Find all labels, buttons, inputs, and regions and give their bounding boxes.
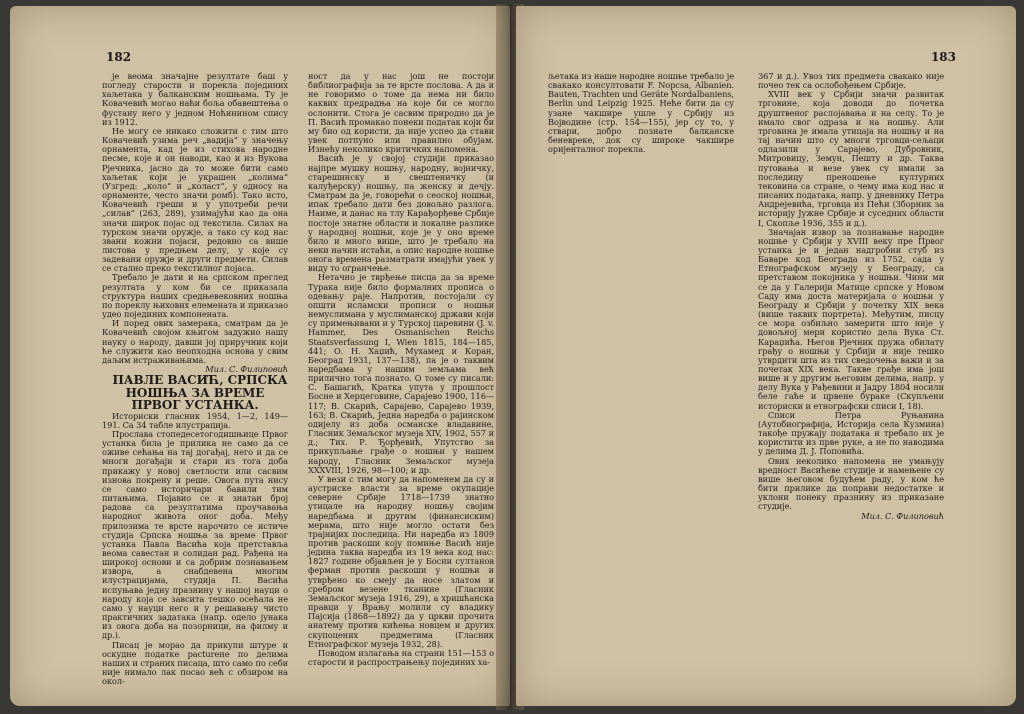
paragraph: Поводом излагања на страни 151—153 о старости и распрострањењу појединих ха- [308,647,494,667]
signature: Мил. С. Филиповић [861,510,944,521]
left-page [10,6,510,706]
article-title: ПАВЛЕ ВАСИЋ, СРПСКА НОШЊА ЗА ВРЕМЕ ПРВОГ УСТАНКА. [112,373,288,413]
right-column-1 [548,72,734,154]
page-number: 183 [930,50,956,64]
paragraph: Не могу се никако сложити с тим што Ковачевић узима реч „вадија“ у значењу орнамента, кад је из стихова народне песме, које и он наводи, као и из Вукова Рјечника, јасно да то може бити само хаљетак који је украшен „колима“ (Узгред: „коло“ и „коласт“, у односу на орнаменте, често значи ромб). Тако исто, Ковачевић греши и у употреби речи „силав“ (263, 289), узимајући као да она значи широк појас од текстила. Силах на турском значи оружје, а тако су код нас звани кожни појаси, редовно са више листова у предњем делу, у које су задевани оружје и други предмети. Силав се стално преко текстилног појаса. [102,125,288,274]
page-number: 182 [106,50,132,64]
paragraph: ност да у нас још не постоји библиографија за те врсте послова. А да и не говоримо о томе да нема ни било каквих предрадња на које би се могло ослонити. Стога је сасвим природно да је П. Васић промакао понеки податак који би му био од користи, да није успео да стави увек потпуно или правилно обујам. Изнећу неколико критичких напомена. [308,71,494,155]
paragraph: Писац је морао да прикупи штуре и оскудне податке расturене по делима наших и страних писаца, што само по себи није нимало лак посао већ с обзиром на окол- [102,639,288,687]
article-source: Историски гласник 1954, 1—2, 149—191. Са 34 табле илустрација. [102,410,288,430]
paragraph: Нетачно је тврђење писца да за време Турака није било формалних прописа о одевању раје. Напротив, постојали су општи исламски прописи о ношњи немуслимана у муслиманској држави који су примењивани и у Турској царевини (J. v. Hammer, Des Osmanischen Reichs Staatsverfassung I, Wien 1815, 184—185, 441; О. Н. Хаџић, Мухамед и Коран, Београд 1931, 137—138), па је о таквим наредбама у нашим земљама већ прилично тога познато. О томе су писали: С. Башагић, Кратка упута у прошлост Босне и Херцеговине, Сарајево 1900, 116—117; В. Скарић, Сарајево, Сарајево 1939, 163; В. Скарић, Једна наредба о рајинском одијелу из доба османске владавине, Гласник Земаљског музеја XIV, 1902, 557 и д.; Тих. Р. Ђорђевић, Упутство за прикупљање грађе о ношњи у нашем народу, Гласник Земаљског музеја XXXVIII, 1926, 98—100; и др. [308,272,494,475]
signature: Мил. С. Филиповић [205,364,288,374]
right-column-2 [758,72,944,521]
left-column-1 [102,72,288,686]
paragraph: Прослава стопедесетогодишњице Првог устанка била је прилика не само да се оживе сећања на тај догађај, него и да се многи догађаји и стари из тога доба прикажу у новој светлости или сасвим изнова покрену и реше. Овога пута нису се само историчари бавили тим питањима. Појавио се и знатан број радова са резултатима проучавања народног живота оног доба. Међу прилозима те врсте нарочито се истиче студија Српска ношња за време Првог устанка Павла Васића која претставља веома савестан и солидан рад. Рађена на широкој основи и са добрим познавањем извора, а снабдевена многим илустрацијама, студија П. Васића испуњава једну празнину у нашој науци о народу која се завсита тешко осећала не само у науци него и у решавању чисто практичних задатака (напр. одело јунака из овога доба на позорници, на филму и др.). [102,428,288,641]
paragraph: је веома значајне резултате баш у погледу старости и порекла појединих хаљетака у балканским ношњама. Ту је Ковачевић могао наћи боља обавештења о фустану него у једном Ноћинином спису из 1912. [102,71,288,127]
paragraph: Значајан извор за познавање народне ношње у Србији у XVIII веку пре Првог устанка је и један надгробни стуб из Баваре код Београда из 1752, сада у Етнографском музеју у Београду, са претставом покојника у ношњи. Чини ми се да у Галерији Матице српске у Новом Саду има доста материјала о ношњи у Београду и Србији у почетку XIX века (више таквих портрета). Међутим, писцу се мора озбиљно замерити што није у довољној мери користио дела Вука Ст. Караџића. Његов Рјечник пружа обилату грађу о ношњи у Србији и није тешко утврдити шта из тих сведочења важи и за почетак XIX века. Такве грађе има још више и у другим његовим делима, напр. у делу Вука у Рађевини и Јадру 1804 носили беле гаће и црвене бураке (Скупљени историски и етнографски списи I, 18). [758,226,944,411]
paragraph: И поред ових замерака, сматрам да је Ковачевић својом књигом задужио нашу науку о народу, давши јој приручник који ће служити као неопходна основа у свим даљим истраживањима. [102,318,288,365]
paragraph: У вези с тим могу да напоменем да су и аустриске власти за време окупације северне Србије 1718—1739 знатно утицале на народну ношњу својим наредбама и другим (финансиским) мерама, што није могло остати без трајнијих последица. Ни наредба из 1809 против раскоши коју помиње Васић није једина таква наредба из 19 века код нас: 1827 године објављен је у Босни султанов ферман против раскоши у ношњи и утврђено ко смеју да носе златом и сребром везене тканине (Гласник Земаљског музеја 1916, 29), а хришћанска правци у Врању молили су владику Пајсија (1868—1892) да у цркви прочита анатему против кићења новцем и других скупоцених предметима (Гласник Етнографског музеја 1932, 28). [308,473,494,649]
left-column-2 [308,72,494,667]
paragraph: XVIII век у Србији значи развитак трговине, која доводи до почетка друштвеног раслојавања и на селу. То је имало свог одраза и на ношњу. Али трговина је имала утицаја на ношњу и на тај начин што су многи трговци-сељаци одлазили у Сарајево, Дубровник, Митровицу, Земун, Пешту и др. Таква путовања и везе увек су имали за последицу преношење културних тековина са стране, о чему има код нас и писаних података, напр. у дневнику Петра Андрејевића, трговца из Пећи (Зборник за историју Јужне Србије и суседних области I, Скопље 1936, 355 и д.). [758,89,944,228]
paragraph: Списи Петра Руњанина (Аутобиографија, Историја села Кузмина) такође пружају података и требало их је користити из прве руке, а не по наводима у делима Д. Ј. Поповића. [758,409,944,457]
right-page [516,6,1016,706]
paragraph: Требало је дати и на српском преглед резултата у ком би се приказала структура наших средњевековних ношња по пореклу њихових елемената и приказао удео појединих компонената. [102,272,288,320]
paragraph: 367 и д.). Увоз тих предмета свакако није почео тек са ослобођењем Србије. [758,71,944,91]
paragraph: љетака из наше народне ношње требало је свакако консултовати F. Nopcsa, Albanien. Bauten, Trachten und Geräte Nordalbaniens, Berlin und Leipzig 1925. Нећe бити да су узане чакшире ушле у Србију из Војводине (стр. 154—155), јер су то, у ствари, добро познате балканске беневреке, док су широке чакшире оријенталног порекла. [548,71,734,155]
paragraph: Ових неколико напомена не умањују вредност Васићеве студије и намењене су више његовом будућем раду, у ком ће бити прилике да поправи недостатке и уклони понеку празнину из приказане студије. [758,455,944,512]
paragraph: Васић је у својој студији приказао најпре мушку ношњу, народну, војничку, старешинску и свештеничку (и калуђерску) ношњу, па женску и дечју. Сматрам да је, говорећи о сеоској ношњи, ипак требало дати без довољно разлога. Наиме, и данас на тлу Карађорђеве Србије постоје знатне области и локалне разлике у народној ношњи, које је у оно време било и много више, што је требало на неки начин истаћи, а опис народне ношње онога времена разматрати имајући увек у виду то огранчење. [308,153,494,274]
